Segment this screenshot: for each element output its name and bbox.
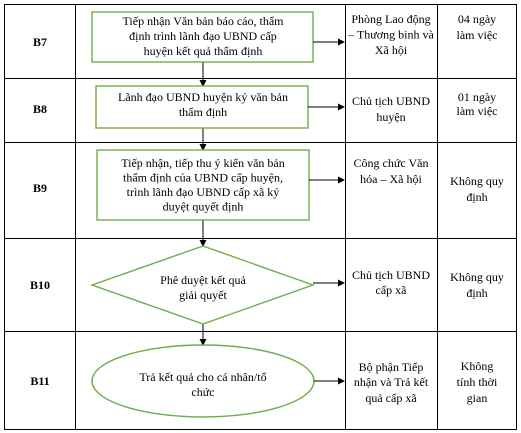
responsible-text-line: Xã hội [374,43,408,57]
responsible-text-line: nhận và Trả kết [353,375,429,389]
step-label: B10 [29,278,51,292]
step-label: B11 [30,374,50,388]
time-text-line: 01 ngày [457,90,497,104]
process-text-line: Lãnh đạo UBND huyện ký văn bản [118,90,288,104]
step-label: B9 [32,181,48,195]
time-text-line: gian [466,391,488,405]
time-text-line: định [466,286,488,300]
time-text-line: làm việc [456,104,498,118]
responsible-text-line: Bộ phận Tiếp [358,360,424,374]
time-text-line: làm việc [456,28,498,42]
time-text-line: Không quy [450,174,504,188]
row-b9 [33,150,504,220]
step-label: B7 [32,35,48,49]
decision-text-line: Phê duyệt kết quả [160,273,246,287]
process-text-line: Tiếp nhận, tiếp thu ý kiến văn bản [121,156,285,170]
time-text-line: Không quy [450,270,504,284]
row-b8 [33,86,498,128]
process-text-line: huyện kết quả thẩm định [143,44,263,58]
time-text-line: định [466,190,488,204]
time-text-line: Không [460,359,494,373]
row-b11 [30,345,498,417]
responsible-text-line: Phòng Lao động [351,12,431,26]
process-text-line: trình lãnh đạo UBND cấp xã ký [126,185,280,199]
responsible-text-line: hóa – Xã hội [360,172,422,186]
step-label: B8 [32,102,48,116]
process-text-line: duyệt quyết định [162,199,244,214]
responsible-text-line: quả cấp xã [365,391,417,405]
responsible-text-line: huyện [376,110,406,124]
responsible-text-line: Công chức Văn [353,156,429,170]
responsible-text-line: Chủ tịch UBND [352,94,430,108]
row-b7 [33,12,498,62]
row-b10 [30,246,504,324]
process-text-line: thẩm định [178,105,228,119]
process-text-line: Tiếp nhận Văn bản báo cáo, thẩm [122,14,284,28]
process-text-line: thẩm định của UBND cấp huyện, [123,170,283,185]
terminal-text-line: Trả kết quả cho cá nhân/tổ [139,370,267,384]
responsible-text-line: cấp xã [375,283,407,297]
decision-text-line: giải quyết [179,288,227,302]
time-text-line: tính thời [456,375,498,389]
time-text-line: 04 ngày [457,12,497,26]
terminal-text-line: chức [191,385,215,399]
responsible-text-line: Chủ tịch UBND [352,268,430,282]
process-text-line: định trình lãnh đạo UBND cấp [129,29,277,43]
responsible-text-line: – Thương binh và [348,27,434,42]
